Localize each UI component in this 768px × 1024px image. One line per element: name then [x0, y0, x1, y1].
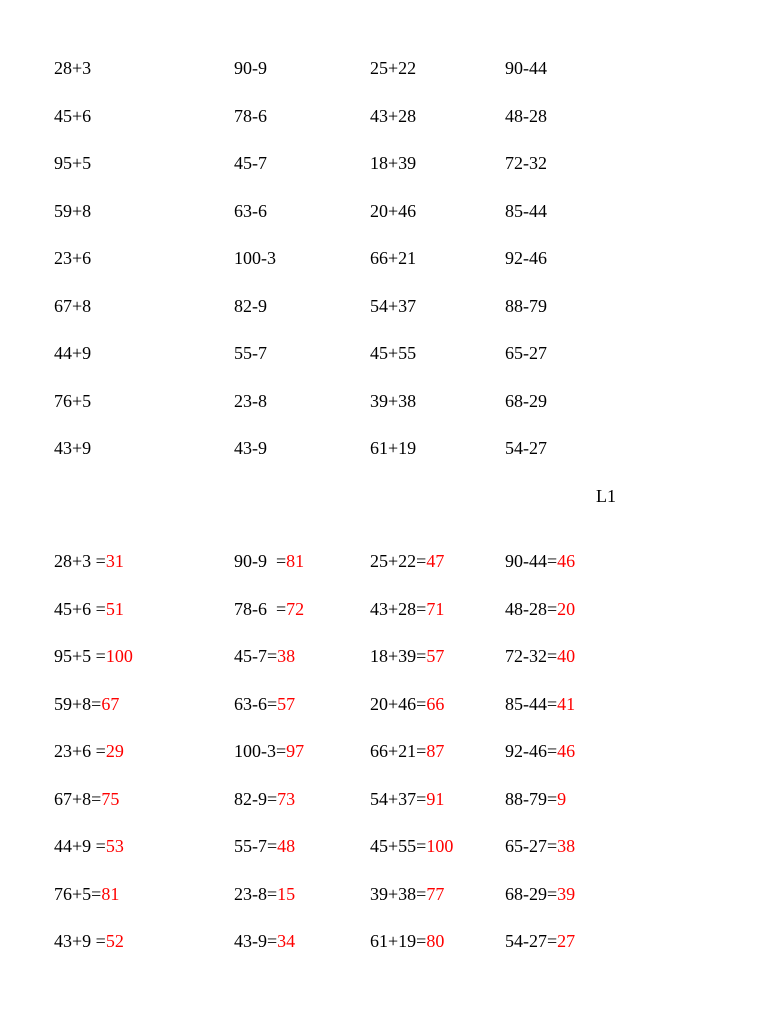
answer-value: 75 — [101, 788, 120, 809]
problem: 100-3 — [234, 248, 276, 268]
problem-text: 28+3 = — [54, 551, 106, 571]
answer-value: 67 — [101, 693, 120, 714]
answer-value: 41 — [557, 693, 576, 714]
answer-value: 73 — [277, 788, 296, 809]
problem: 18+39 — [370, 153, 417, 173]
answered-problem — [234, 882, 295, 906]
answer-value: 34 — [277, 931, 296, 951]
problem-text: 54-27= — [505, 931, 558, 951]
answered-problem — [370, 834, 453, 858]
answer-value: 48 — [277, 836, 296, 856]
problem: 45+55 — [370, 343, 417, 363]
answer-row — [0, 739, 768, 763]
problem-row — [0, 151, 768, 175]
answered-problem — [370, 739, 444, 763]
answered-problem — [370, 692, 444, 716]
answer-value: 52 — [105, 931, 124, 951]
problem: 76+5 — [54, 390, 92, 411]
problem-text: 45-7= — [234, 646, 278, 666]
answer-value: 29 — [105, 741, 124, 761]
answer-value: 46 — [557, 741, 576, 761]
answered-problem — [54, 834, 124, 858]
answered-problem — [234, 929, 295, 953]
problem-text: 23-8= — [234, 883, 278, 904]
problem: 48-28 — [505, 105, 547, 126]
problem-row — [0, 436, 768, 460]
answered-problem — [234, 739, 304, 763]
problem: 88-79 — [505, 295, 547, 316]
answer-value: 91 — [426, 788, 445, 809]
problem-row — [0, 294, 768, 318]
answer-value: 40 — [557, 646, 576, 666]
answered-problem — [234, 549, 304, 573]
problem-text: 63-6= — [234, 693, 278, 714]
answered-problem — [370, 882, 444, 906]
problem-text: 78-6 = — [234, 598, 287, 619]
answered-problem — [370, 929, 444, 953]
problem-text: 43-9= — [234, 931, 278, 951]
answer-value: 9 — [557, 788, 567, 809]
problem: 59+8 — [54, 200, 92, 221]
answer-value: 31 — [105, 551, 124, 571]
answered-problem — [234, 692, 295, 716]
problem-text: 100-3= — [234, 741, 287, 761]
answer-value: 80 — [426, 931, 445, 951]
answer-value: 46 — [557, 551, 576, 571]
problem-text: 59+8= — [54, 693, 102, 714]
problem-text: 39+38= — [370, 883, 427, 904]
problem-text: 76+5= — [54, 883, 102, 904]
problem-text: 55-7= — [234, 836, 278, 856]
problem: 90-9 — [234, 58, 267, 78]
answer-value: 100 — [105, 646, 133, 666]
problem-text: 85-44= — [505, 693, 558, 714]
answer-value: 71 — [426, 598, 445, 619]
problem-text: 23+6 = — [54, 741, 106, 761]
answer-value: 47 — [426, 551, 445, 571]
problem-text: 43+9 = — [54, 931, 106, 951]
answer-value: 81 — [286, 551, 305, 571]
problem: 39+38 — [370, 390, 417, 411]
problem: 72-32 — [505, 153, 547, 173]
problem-text: 18+39= — [370, 646, 427, 666]
answered-problem — [54, 787, 119, 811]
problem: 68-29 — [505, 390, 547, 411]
answer-value: 97 — [286, 741, 305, 761]
problem: 45+6 — [54, 105, 92, 126]
answered-problem — [54, 644, 133, 668]
answered-problem — [234, 597, 304, 621]
answer-value: 57 — [426, 646, 445, 666]
problem: 43+28 — [370, 105, 417, 126]
problem: 65-27 — [505, 343, 547, 363]
problem-text: 72-32= — [505, 646, 558, 666]
answer-value: 20 — [557, 598, 576, 619]
problem-text: 45+55= — [370, 836, 427, 856]
problem-text: 20+46= — [370, 693, 427, 714]
problem: 67+8 — [54, 295, 92, 316]
problem-text: 65-27= — [505, 836, 558, 856]
answered-problem — [505, 787, 566, 811]
answer-value: 38 — [557, 836, 576, 856]
answer-row — [0, 929, 768, 953]
page-label: L1 — [596, 486, 616, 506]
problem: 82-9 — [234, 295, 267, 316]
problem-text: 61+19= — [370, 931, 427, 951]
problem-text: 54+37= — [370, 788, 427, 809]
problem: 43-9 — [234, 438, 267, 458]
problem: 55-7 — [234, 343, 267, 363]
answered-problem — [370, 644, 444, 668]
problem: 20+46 — [370, 200, 417, 221]
answer-value: 51 — [105, 598, 124, 619]
answer-value: 53 — [105, 836, 124, 856]
answered-problem — [370, 549, 444, 573]
problem: 23+6 — [54, 248, 92, 268]
problem-text: 67+8= — [54, 788, 102, 809]
problem: 28+3 — [54, 58, 92, 78]
problem-row — [0, 341, 768, 365]
answer-value: 39 — [557, 883, 576, 904]
problem-text: 44+9 = — [54, 836, 106, 856]
answered-problem — [505, 739, 575, 763]
problem: 92-46 — [505, 248, 547, 268]
answer-value: 38 — [277, 646, 296, 666]
answered-problem — [505, 882, 575, 906]
problem-text: 82-9= — [234, 788, 278, 809]
answer-value: 72 — [286, 598, 305, 619]
problem-text: 25+22= — [370, 551, 427, 571]
problem-text: 95+5 = — [54, 646, 106, 666]
problem-text: 88-79= — [505, 788, 558, 809]
problem-text: 43+28= — [370, 598, 427, 619]
answered-problem — [54, 597, 124, 621]
problem-row — [0, 56, 768, 80]
answer-value: 77 — [426, 883, 445, 904]
answer-row — [0, 549, 768, 573]
answered-problem — [234, 834, 295, 858]
answer-row — [0, 834, 768, 858]
problem: 95+5 — [54, 153, 92, 173]
problem: 44+9 — [54, 343, 92, 363]
answer-value: 87 — [426, 741, 445, 761]
problem: 61+19 — [370, 438, 417, 458]
answered-problem — [54, 739, 124, 763]
answered-problem — [54, 692, 119, 716]
problem: 85-44 — [505, 200, 547, 221]
answer-value: 100 — [426, 836, 454, 856]
answered-problem — [54, 549, 124, 573]
problem-row — [0, 104, 768, 128]
answered-problem — [370, 787, 444, 811]
problem: 43+9 — [54, 438, 92, 458]
problem: 78-6 — [234, 105, 267, 126]
answered-problem — [505, 692, 575, 716]
problem: 54-27 — [505, 438, 547, 458]
problem: 66+21 — [370, 248, 417, 268]
problem-text: 90-9 = — [234, 551, 287, 571]
answer-value: 27 — [557, 931, 576, 951]
problem: 63-6 — [234, 200, 267, 221]
problem-text: 48-28= — [505, 598, 558, 619]
answered-problem — [234, 644, 295, 668]
problem: 25+22 — [370, 58, 417, 78]
problem-row — [0, 199, 768, 223]
problem-row — [0, 246, 768, 270]
answered-problem — [505, 929, 575, 953]
answered-problem — [505, 549, 575, 573]
problem-text: 45+6 = — [54, 598, 106, 619]
answered-problem — [505, 597, 575, 621]
answer-value: 66 — [426, 693, 445, 714]
answer-row — [0, 787, 768, 811]
answer-value: 15 — [277, 883, 296, 904]
problem-text: 90-44= — [505, 551, 558, 571]
answered-problem — [234, 787, 295, 811]
problem-text: 68-29= — [505, 883, 558, 904]
problem: 90-44 — [505, 58, 547, 78]
answer-row — [0, 882, 768, 906]
answer-row — [0, 644, 768, 668]
answer-value: 81 — [101, 883, 120, 904]
problem-text: 66+21= — [370, 741, 427, 761]
problem: 23-8 — [234, 390, 267, 411]
problem-row — [0, 389, 768, 413]
problem: 45-7 — [234, 153, 267, 173]
answered-problem — [505, 644, 575, 668]
answer-row — [0, 692, 768, 716]
problem-text: 92-46= — [505, 741, 558, 761]
answered-problem — [505, 834, 575, 858]
answered-problem — [54, 929, 124, 953]
problem: 54+37 — [370, 295, 417, 316]
answered-problem — [54, 882, 119, 906]
answer-value: 57 — [277, 693, 296, 714]
answered-problem — [370, 597, 444, 621]
answer-row — [0, 597, 768, 621]
